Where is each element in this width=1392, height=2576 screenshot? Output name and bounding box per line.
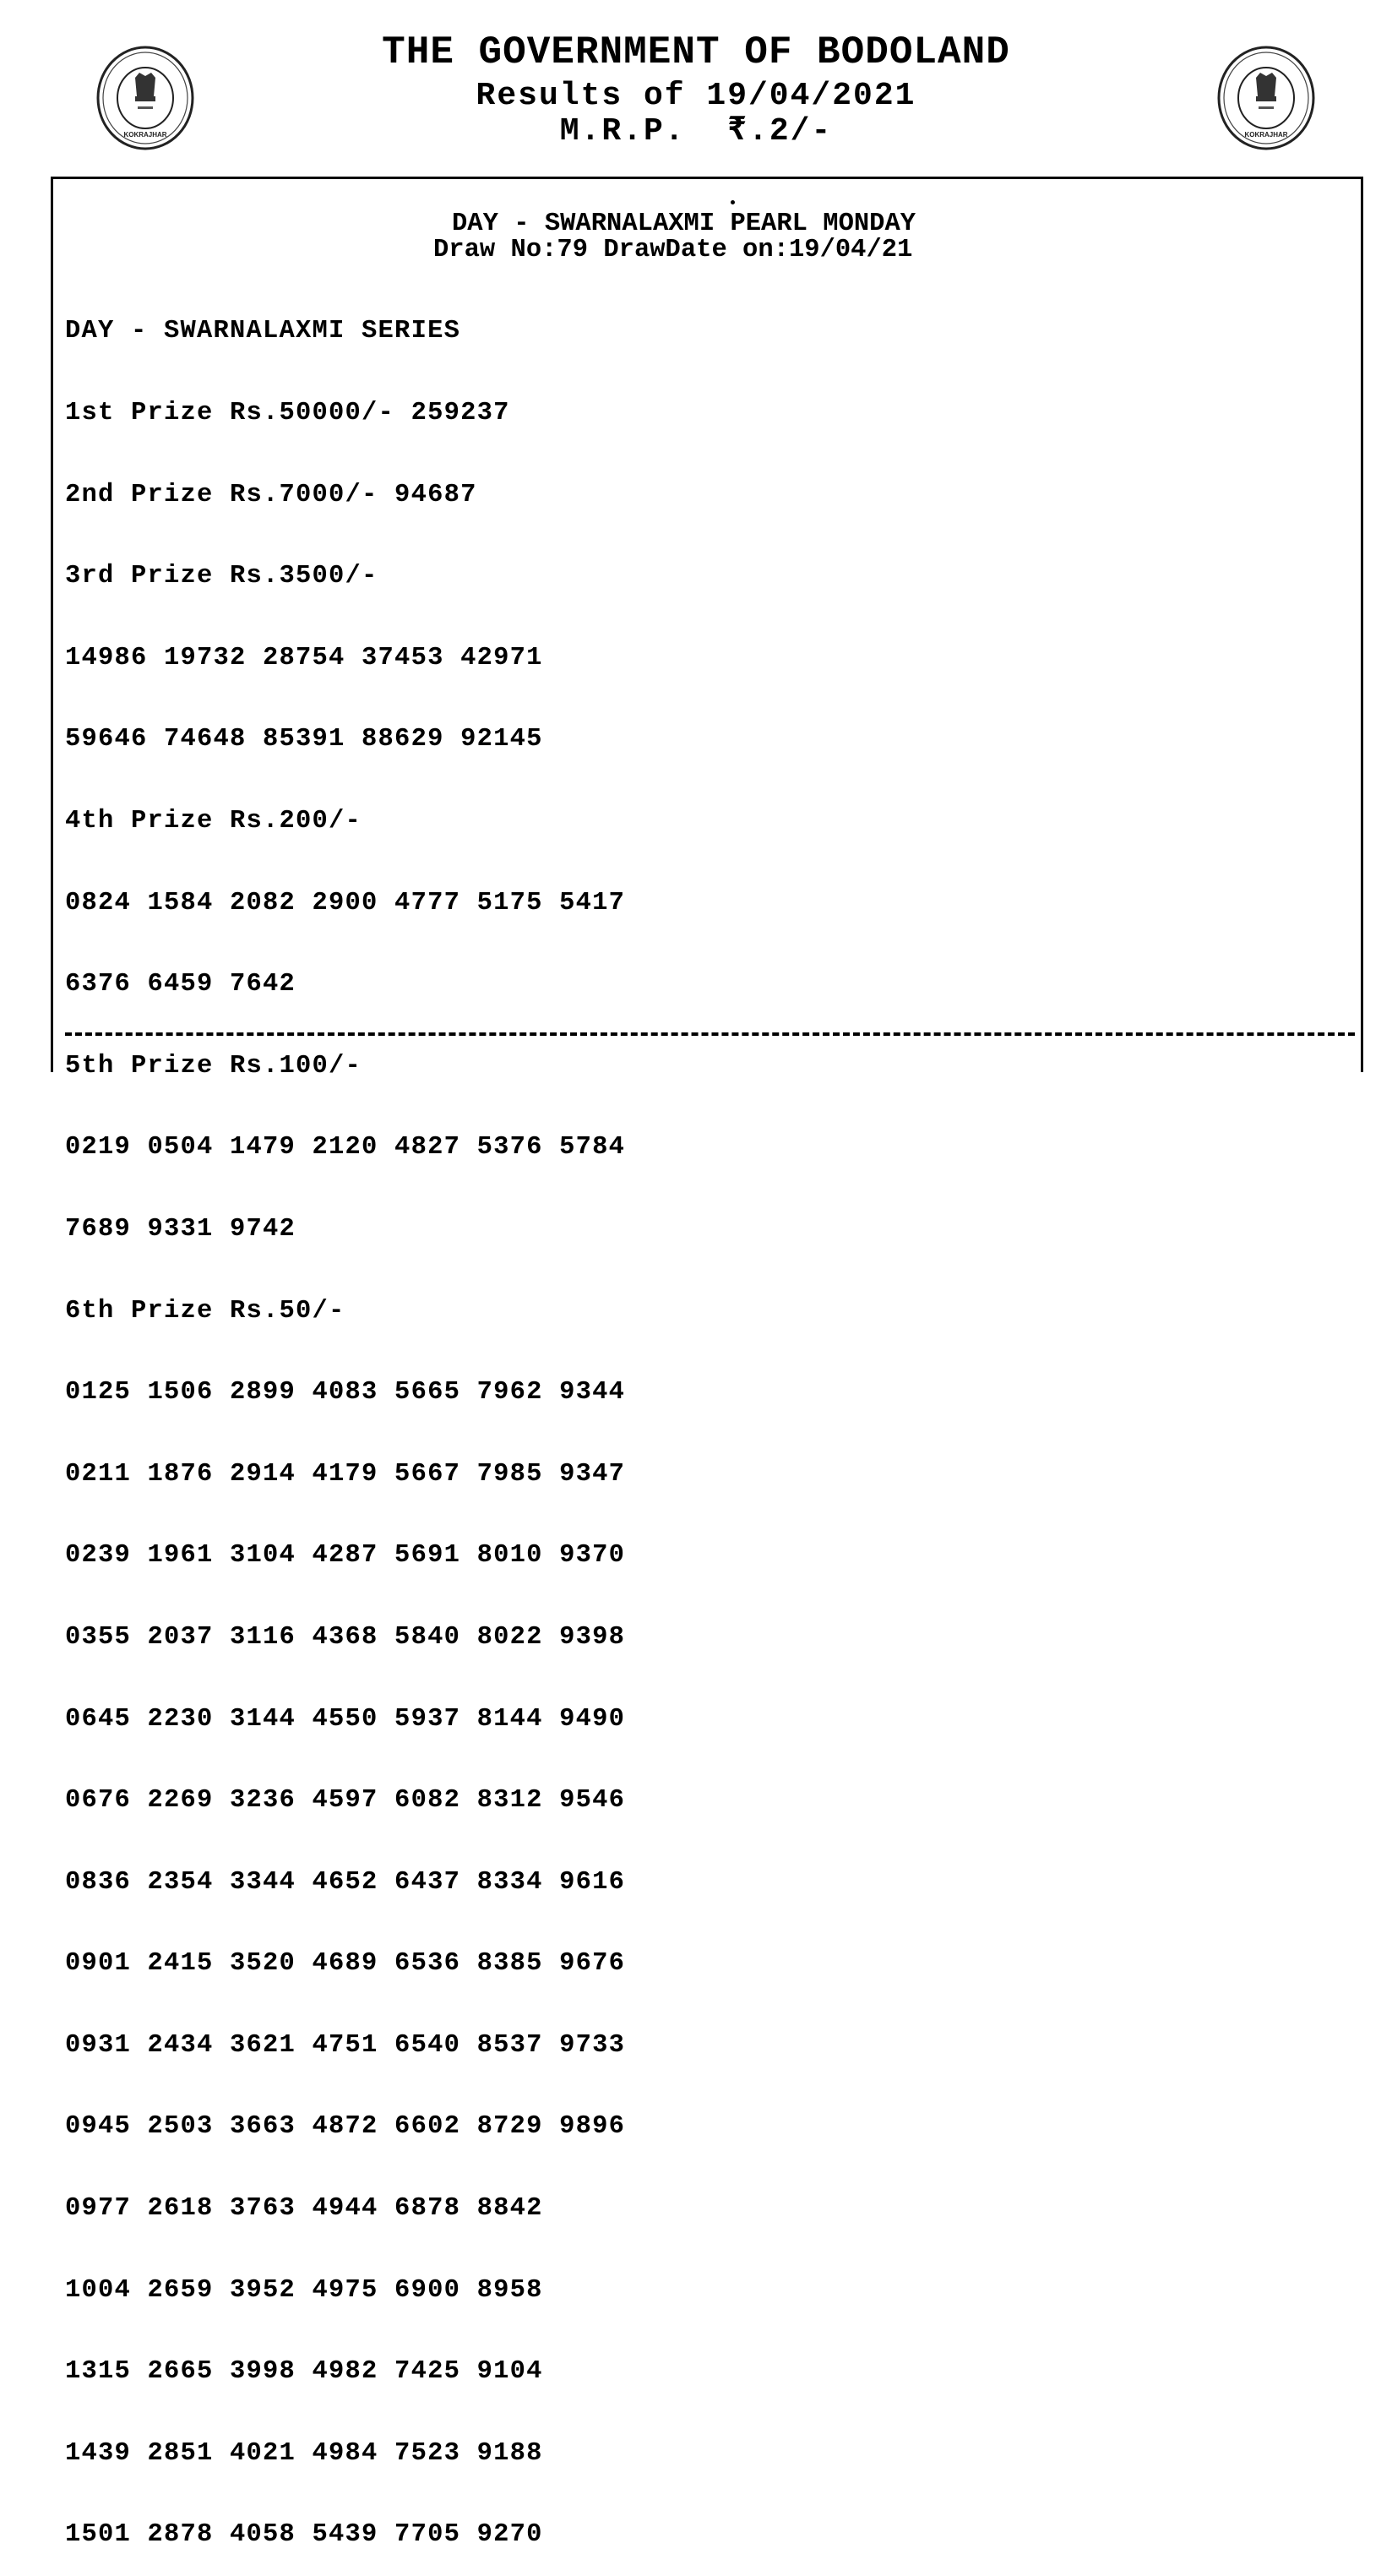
sixth-prize-row: 0239 1961 3104 4287 5691 8010 9370 [65,1541,626,1571]
third-prize-row: 59646 74648 85391 88629 92145 [65,725,543,754]
header [0,0,1392,169]
sixth-prize-row: 0676 2269 3236 4597 6082 8312 9546 [65,1786,626,1816]
svg-text:KOKRAJHAR: KOKRAJHAR [1244,131,1288,139]
sixth-prize-row: 1439 2851 4021 4984 7523 9188 [65,2438,543,2468]
fifth-prize-row: 0219 0504 1479 2120 4827 5376 5784 [65,1133,626,1163]
fourth-prize-label: 4th Prize Rs.200/- [65,806,362,836]
results-list [65,264,625,2576]
sixth-prize-label: 6th Prize Rs.50/- [65,1296,345,1326]
mrp-price: M.R.P. ₹.2/- [559,113,833,150]
sixth-prize-row: 0355 2037 3116 4368 5840 8022 9398 [65,1622,626,1652]
dashed-separator [65,1032,1355,1036]
fourth-prize-row: 0824 1584 2082 2900 4777 5175 5417 [65,888,626,918]
fifth-prize-label: 5th Prize Rs.100/- [65,1051,362,1081]
fifth-prize-row: 7689 9331 9742 [65,1214,296,1244]
svg-text:KOKRAJHAR: KOKRAJHAR [123,131,167,139]
results-date: Results of 19/04/2021 [476,78,916,114]
sixth-prize-row: 1501 2878 4058 5439 7705 9270 [65,2520,543,2550]
draw-info: Draw No:79 DrawDate on:19/04/21 [433,236,913,264]
sixth-prize-row: 0901 2415 3520 4689 6536 8385 9676 [65,1949,626,1979]
third-prize-row: 14986 19732 28754 37453 42971 [65,643,543,673]
sixth-prize-row: 0945 2503 3663 4872 6602 8729 9896 [65,2112,626,2142]
page-title: THE GOVERNMENT OF BODOLAND [382,30,1010,74]
third-prize-label: 3rd Prize Rs.3500/- [65,562,378,591]
sixth-prize-row: 0645 2230 3144 4550 5937 8144 9490 [65,1704,626,1734]
dot-mark [731,200,735,204]
sixth-prize-row: 0931 2434 3621 4751 6540 8537 9733 [65,2030,626,2060]
second-prize: 2nd Prize Rs.7000/- 94687 [65,480,477,509]
sixth-prize-row: 0836 2354 3344 4652 6437 8334 9616 [65,1867,626,1897]
sixth-prize-row: 0977 2618 3763 4944 6878 8842 [65,2194,543,2224]
sixth-prize-row: 1315 2665 3998 4982 7425 9104 [65,2357,543,2387]
series-label: DAY - SWARNALAXMI SERIES [65,317,461,346]
fourth-prize-row: 6376 6459 7642 [65,970,296,999]
sixth-prize-row: 0211 1876 2914 4179 5667 7985 9347 [65,1459,626,1489]
sixth-prize-row: 1004 2659 3952 4975 6900 8958 [65,2275,543,2305]
lottery-title: DAY - SWARNALAXMI PEARL MONDAY [452,210,916,238]
sixth-prize-row: 0125 1506 2899 4083 5665 7962 9344 [65,1378,626,1408]
first-prize: 1st Prize Rs.50000/- 259237 [65,399,510,428]
